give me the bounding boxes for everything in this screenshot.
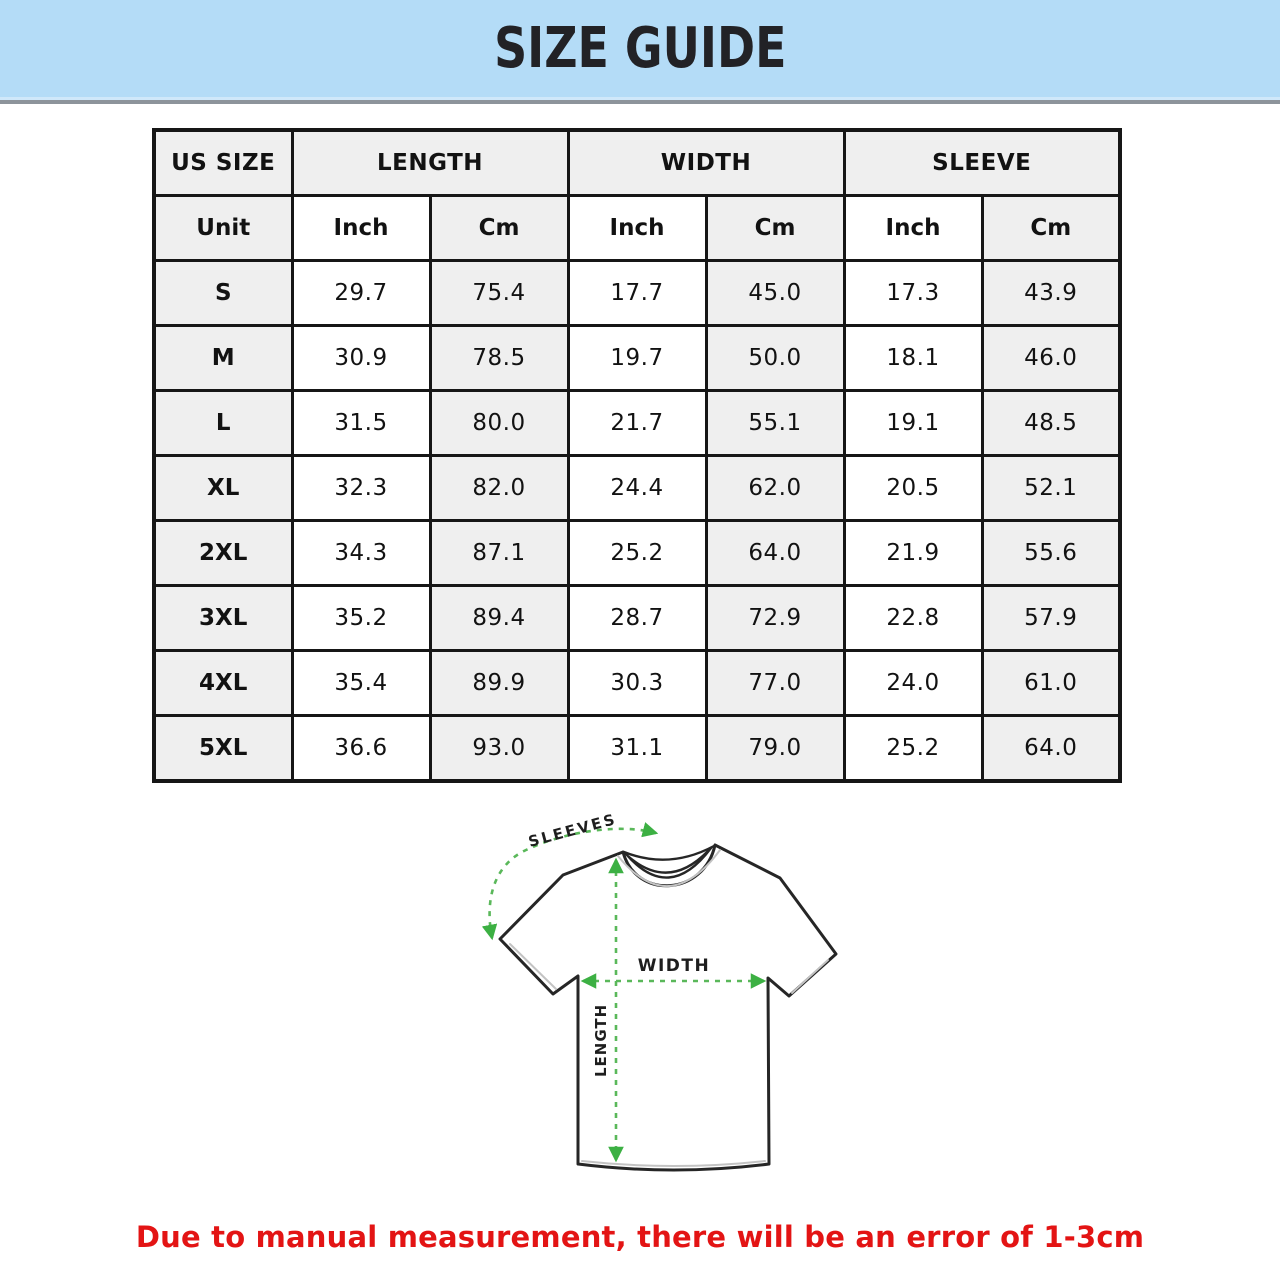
unit-cell: Cm bbox=[706, 196, 844, 261]
size-value: 57.9 bbox=[982, 586, 1120, 651]
size-value: 25.2 bbox=[844, 716, 982, 782]
unit-row-label: Unit bbox=[154, 196, 292, 261]
size-row-s bbox=[154, 261, 1120, 326]
column-header-us-size: US SIZE bbox=[154, 130, 292, 196]
size-value: 75.4 bbox=[430, 261, 568, 326]
size-value: 25.2 bbox=[568, 521, 706, 586]
size-value: 89.9 bbox=[430, 651, 568, 716]
size-value: 77.0 bbox=[706, 651, 844, 716]
tshirt-outline bbox=[500, 845, 836, 1170]
sleeves-label: SLEEVES bbox=[526, 812, 619, 851]
size-label: 4XL bbox=[154, 651, 292, 716]
size-value: 17.7 bbox=[568, 261, 706, 326]
size-value: 61.0 bbox=[982, 651, 1120, 716]
size-value: 35.4 bbox=[292, 651, 430, 716]
size-value: 82.0 bbox=[430, 456, 568, 521]
size-value: 62.0 bbox=[706, 456, 844, 521]
size-table bbox=[152, 128, 1122, 783]
size-value: 50.0 bbox=[706, 326, 844, 391]
size-value: 28.7 bbox=[568, 586, 706, 651]
size-value: 24.4 bbox=[568, 456, 706, 521]
size-value: 55.1 bbox=[706, 391, 844, 456]
size-label: 3XL bbox=[154, 586, 292, 651]
size-value: 87.1 bbox=[430, 521, 568, 586]
size-row-xl bbox=[154, 456, 1120, 521]
size-label: M bbox=[154, 326, 292, 391]
size-value: 19.7 bbox=[568, 326, 706, 391]
size-value: 78.5 bbox=[430, 326, 568, 391]
size-value: 35.2 bbox=[292, 586, 430, 651]
size-row-2xl bbox=[154, 521, 1120, 586]
size-label: XL bbox=[154, 456, 292, 521]
size-value: 55.6 bbox=[982, 521, 1120, 586]
size-row-3xl bbox=[154, 586, 1120, 651]
size-value: 72.9 bbox=[706, 586, 844, 651]
size-value: 43.9 bbox=[982, 261, 1120, 326]
size-value: 30.3 bbox=[568, 651, 706, 716]
tshirt-svg bbox=[468, 812, 930, 1212]
unit-cell: Inch bbox=[844, 196, 982, 261]
size-label: 2XL bbox=[154, 521, 292, 586]
size-label: S bbox=[154, 261, 292, 326]
banner-divider bbox=[0, 100, 1280, 104]
size-value: 24.0 bbox=[844, 651, 982, 716]
size-row-m bbox=[154, 326, 1120, 391]
tshirt-diagram bbox=[468, 812, 930, 1212]
measurement-note: Due to manual measurement, there will be an error of 1-3cm bbox=[135, 1220, 1145, 1254]
size-value: 21.7 bbox=[568, 391, 706, 456]
size-value: 31.1 bbox=[568, 716, 706, 782]
size-value: 36.6 bbox=[292, 716, 430, 782]
size-value: 20.5 bbox=[844, 456, 982, 521]
size-value: 18.1 bbox=[844, 326, 982, 391]
size-value: 17.3 bbox=[844, 261, 982, 326]
column-header-sleeve: SLEEVE bbox=[844, 130, 1120, 196]
size-value: 79.0 bbox=[706, 716, 844, 782]
table-body bbox=[154, 261, 1120, 782]
unit-cell: Cm bbox=[430, 196, 568, 261]
size-value: 34.3 bbox=[292, 521, 430, 586]
unit-cell: Inch bbox=[292, 196, 430, 261]
size-value: 64.0 bbox=[982, 716, 1120, 782]
size-value: 31.5 bbox=[292, 391, 430, 456]
size-value: 45.0 bbox=[706, 261, 844, 326]
size-value: 93.0 bbox=[430, 716, 568, 782]
size-row-5xl bbox=[154, 716, 1120, 782]
size-value: 29.7 bbox=[292, 261, 430, 326]
size-value: 80.0 bbox=[430, 391, 568, 456]
unit-cell: Cm bbox=[982, 196, 1120, 261]
length-label: LENGTH bbox=[592, 1003, 610, 1077]
table-group-header-row bbox=[154, 130, 1120, 196]
width-label: WIDTH bbox=[637, 956, 711, 976]
size-value: 48.5 bbox=[982, 391, 1120, 456]
page-title: SIZE GUIDE bbox=[493, 16, 787, 81]
size-value: 64.0 bbox=[706, 521, 844, 586]
size-value: 32.3 bbox=[292, 456, 430, 521]
size-value: 52.1 bbox=[982, 456, 1120, 521]
size-row-l bbox=[154, 391, 1120, 456]
size-value: 46.0 bbox=[982, 326, 1120, 391]
size-value: 22.8 bbox=[844, 586, 982, 651]
column-header-width: WIDTH bbox=[568, 130, 844, 196]
size-guide-banner bbox=[0, 0, 1280, 100]
size-row-4xl bbox=[154, 651, 1120, 716]
size-value: 19.1 bbox=[844, 391, 982, 456]
column-header-length: LENGTH bbox=[292, 130, 568, 196]
size-value: 21.9 bbox=[844, 521, 982, 586]
size-label: 5XL bbox=[154, 716, 292, 782]
size-label: L bbox=[154, 391, 292, 456]
size-value: 89.4 bbox=[430, 586, 568, 651]
size-value: 30.9 bbox=[292, 326, 430, 391]
unit-cell: Inch bbox=[568, 196, 706, 261]
table-unit-row bbox=[154, 196, 1120, 261]
